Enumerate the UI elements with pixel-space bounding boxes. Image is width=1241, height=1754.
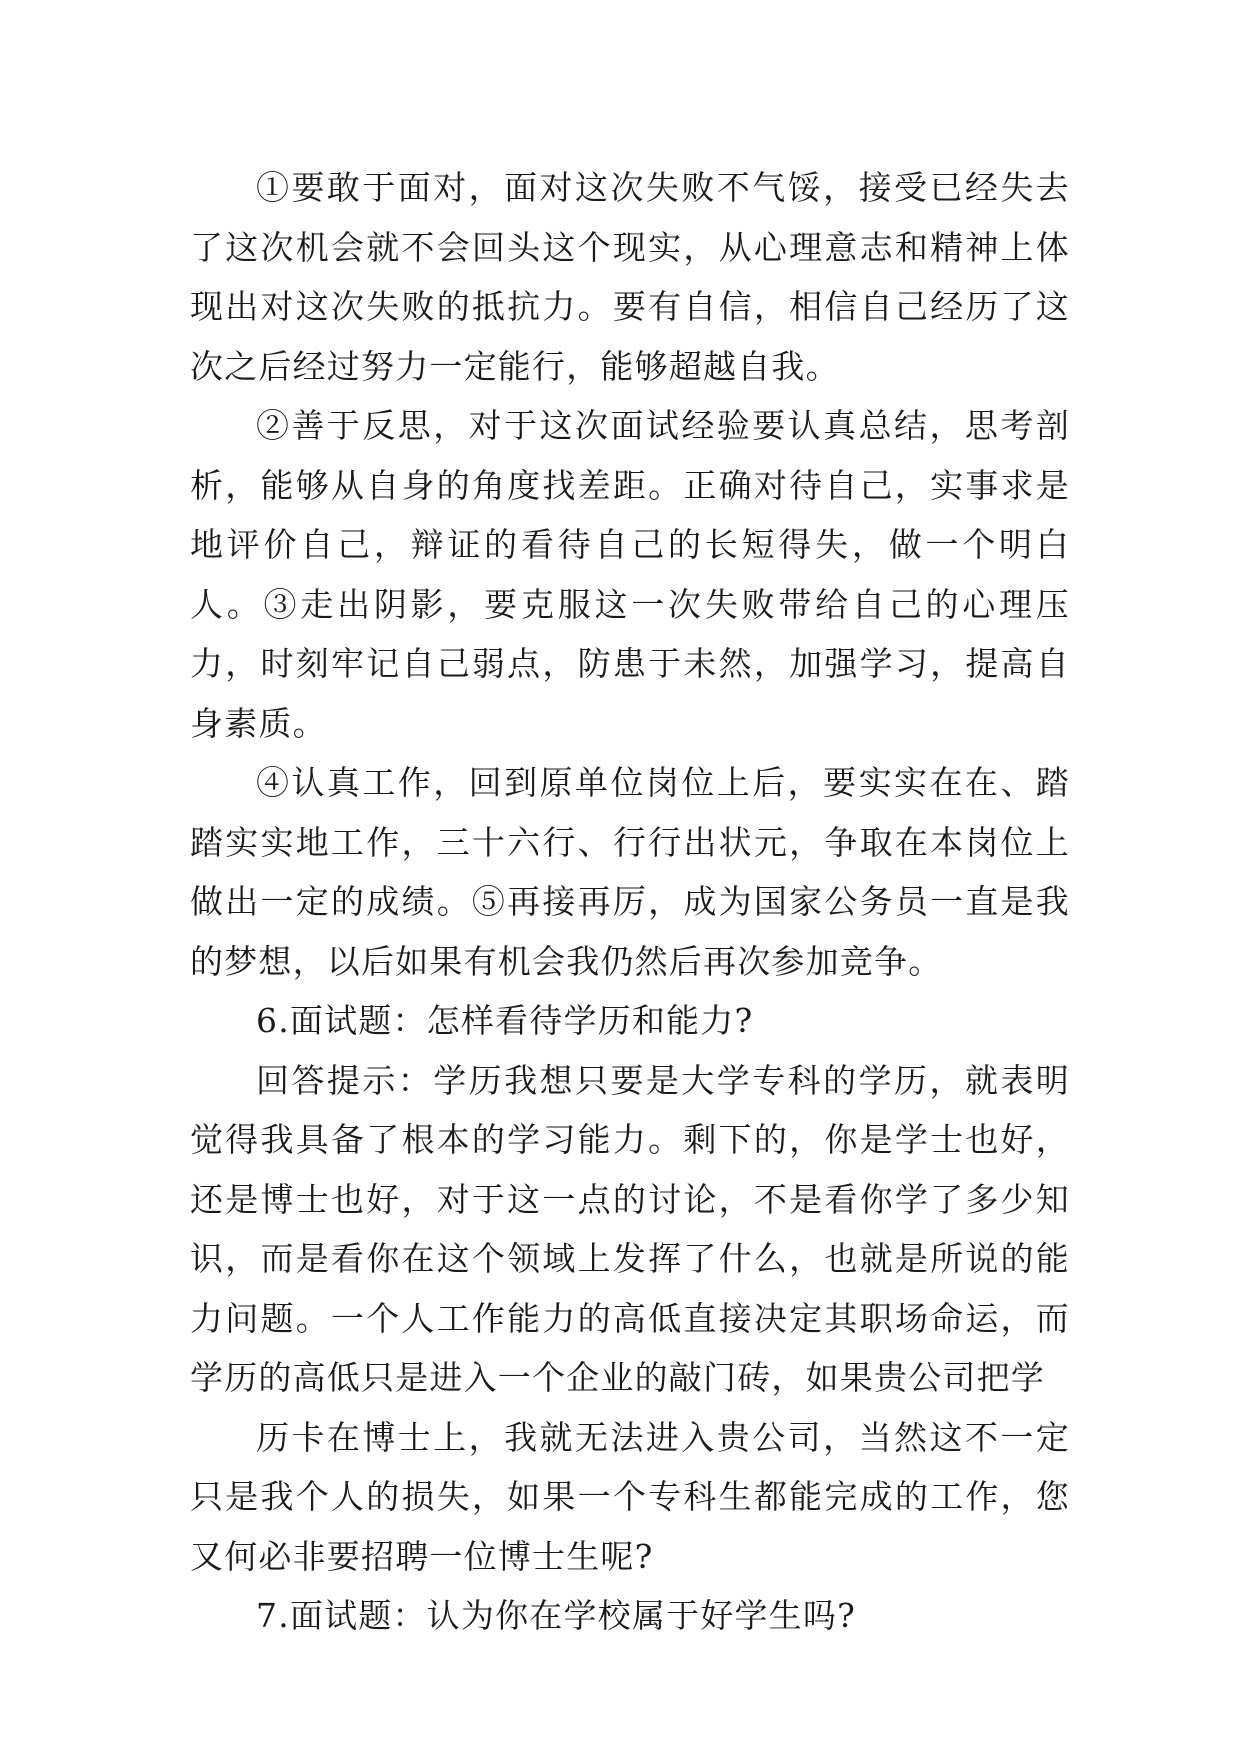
question-7-heading: 7.面试题：认为你在学校属于好学生吗? <box>256 1596 856 1635</box>
paragraph-work-hard: ④认真工作，回到原单位岗位上后，要实实在在、踏踏实实地工作，三十六行、行行出状元，争取在本岗位上做出一定的成绩。⑤再接再厉，成为国家公务员一直是我的梦想，以后如果有机会我仍然后再次参加竞争。 <box>190 763 1070 981</box>
document-body <box>190 158 1070 1646</box>
answer-6-hint: 回答提示：学历我想只要是大学专科的学历，就表明觉得我具备了根本的学习能力。剩下的，你是学士也好，还是博士也好，对于这一点的讨论，不是看你学了多少知识，而是看你在这个领域上发挥了什么，也就是所说的能力问题。一个人工作能力的高低直接决定其职场命运，而学历的高低只是进入一个企业的敲门砖，如果贵公司把学 <box>190 1060 1070 1397</box>
paragraph-face-failure: ①要敢于面对，面对这次失败不气馁，接受已经失去了这次机会就不会回头这个现实，从心理意志和精神上体现出对这次失败的抵抗力。要有自信，相信自己经历了这次之后经过努力一定能行，能够超越自我。 <box>190 168 1070 386</box>
paragraph-reflect: ②善于反思，对于这次面试经验要认真总结，思考剖析，能够从自身的角度找差距。正确对待自己，实事求是地评价自己，辩证的看待自己的长短得失，做一个明白人。③走出阴影，要克服这一次失败带给自己的心理压力，时刻牢记自己弱点，防患于未然，加强学习，提高自身素质。 <box>190 406 1070 743</box>
question-6-heading: 6.面试题：怎样看待学历和能力? <box>256 1001 754 1040</box>
answer-6-continued: 历卡在博士上，我就无法进入贵公司，当然这不一定只是我个人的损失，如果一个专科生都能完成的工作，您又何必非要招聘一位博士生呢? <box>190 1417 1070 1576</box>
